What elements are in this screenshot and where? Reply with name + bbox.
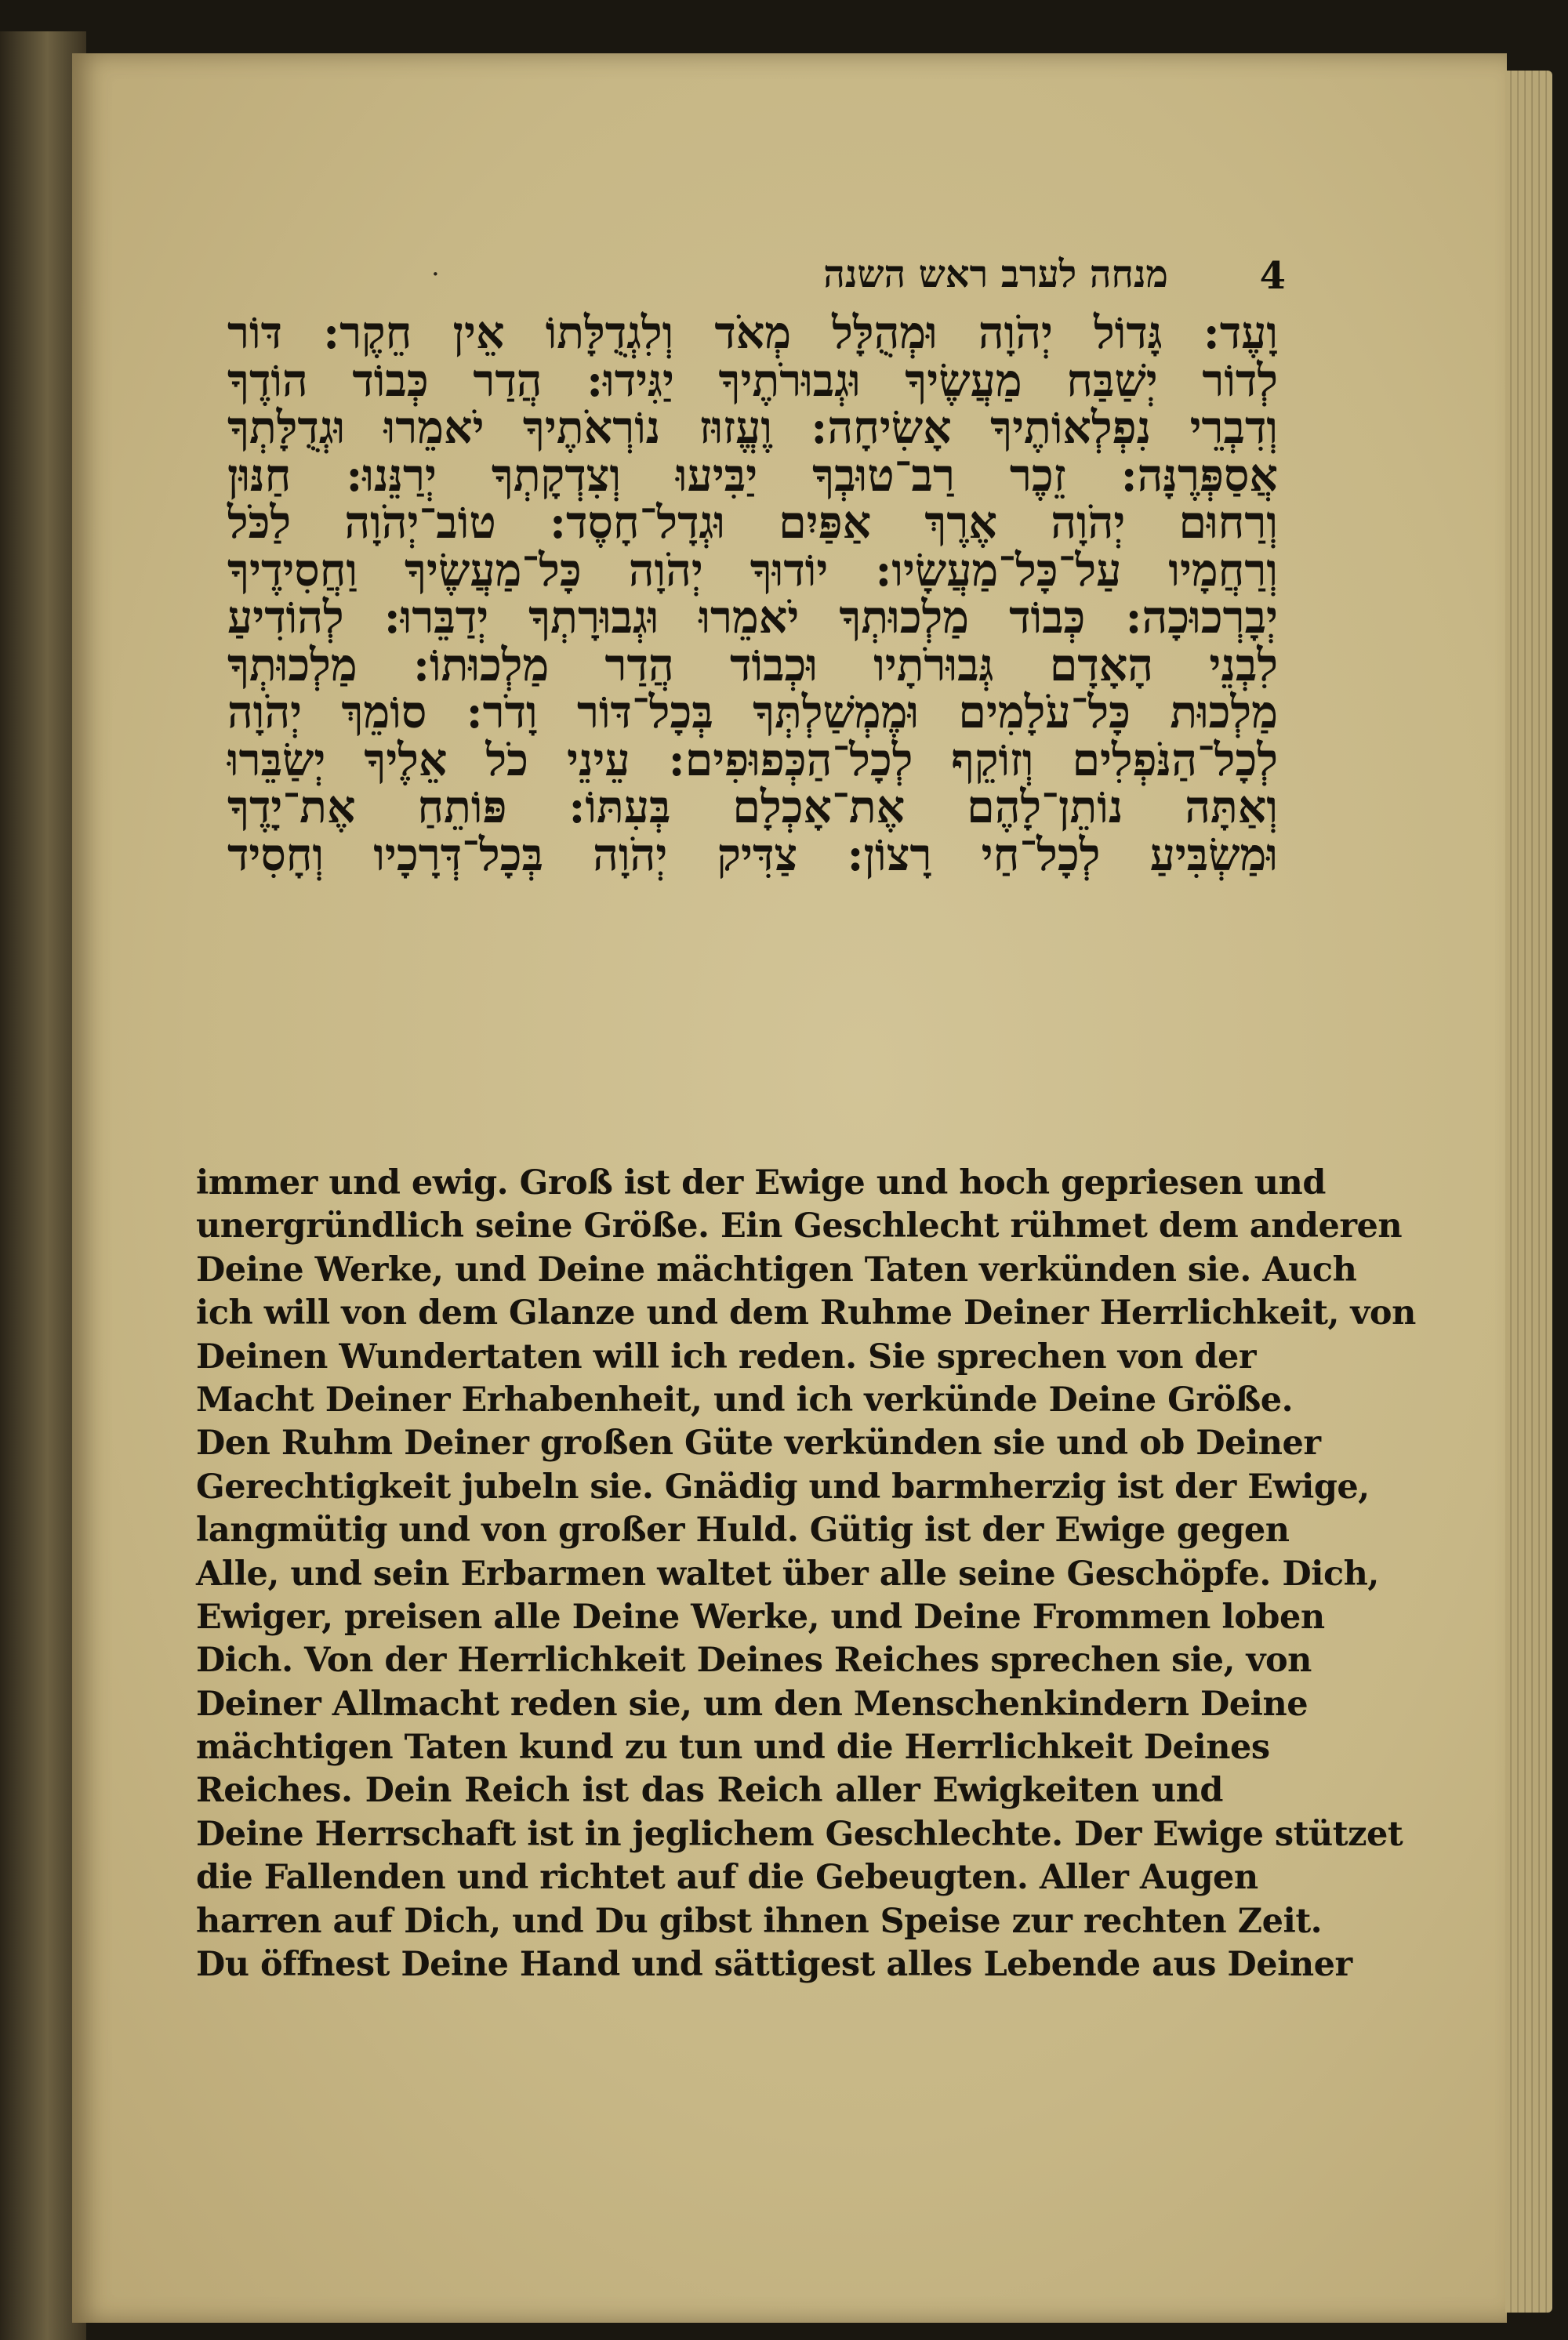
german-line: Dich. Von der Herrlichkeit Deines Reiches sprechen sie, von [196,1641,1312,1681]
hebrew-line: אֲסַפְּרֶנָּה: זֵכֶר רַב־טוּבְךָ יַבִּיעוּ וְצִדְקָתְךָ יְרַנֵּנוּ: חַנּוּן [227,448,1278,502]
running-header [235,252,1286,307]
german-line: Deiner Allmacht reden sie, um den Menschenkindern Deine [196,1684,1308,1724]
hebrew-line: וְרַחוּם יְהֹוָה אֶרֶךְ אַפַּיִם וּגְדָל־חָסֶד: טוֹב־יְהֹוָה לַכֹּל [227,496,1278,549]
german-line: Deine Werke, und Deine mächtigen Taten verkünden sie. Auch [196,1250,1357,1290]
german-line: Reiches. Dein Reich ist das Reich aller Ewigkeiten und [196,1771,1223,1811]
page-number: 4 [1259,254,1286,298]
german-line: Deinen Wundertaten will ich reden. Sie sprechen von der [196,1337,1257,1377]
header-title: מנחה לערב ראש השנה [823,252,1168,296]
german-line: langmütig und von großer Huld. Gütig ist der Ewige gegen [196,1511,1290,1551]
header-dot: · [431,259,440,290]
hebrew-line: וְאַתָּה נוֹתֵן־לָהֶם אֶת־אָכְלָם בְּעִתּוֹ: פּוֹתֵחַ אֶת־יָדֶךָ [227,781,1278,833]
hebrew-line: מַלְכוּת כָּל־עֹלָמִים וּמֶמְשַׁלְתְּךָ בְּכָל־דּוֹר וָדֹר: סוֹמֵךְ יְהֹוָה [227,686,1278,738]
german-line: Alle, und sein Erbarmen waltet über alle seine Geschöpfe. Dich, [196,1554,1379,1594]
hebrew-text-block [227,307,1278,881]
german-line: Deine Herrschaft ist in jeglichem Geschlechte. Der Ewige stützet [196,1814,1403,1854]
german-line: Gerechtigkeit jubeln sie. Gnädig und barmherzig ist der Ewige, [196,1467,1370,1507]
hebrew-line: וּמַשְׂבִּיעַ לְכָל־חַי רָצוֹן: צַדִּיק יְהֹוָה בְּכָל־דְּרָכָיו וְחָסִיד [227,828,1278,881]
german-line: ich will von dem Glanze und dem Ruhme Deiner Herrlichkeit, von [196,1293,1416,1333]
page-stack-edge [1505,71,1552,2313]
hebrew-line: לְכָל־הַנֹּפְלִים וְזוֹקֵף לְכָל־הַכְּפוּפִים: עֵינֵי כֹל אֵלֶיךָ יְשַׂבֵּרוּ [227,733,1278,786]
german-translation-block [196,1162,1416,1986]
german-line: immer und ewig. Groß ist der Ewige und hoch gepriesen und [196,1163,1326,1203]
german-line: die Fallenden und richtet auf die Gebeugten. Aller Augen [196,1858,1258,1898]
hebrew-line: לְדוֹר יְשַׁבַּח מַעֲשֶׂיךָ וּגְבוּרֹתֶיךָ יַגִּידוּ: הֲדַר כְּבוֹד הוֹדֶךָ [227,354,1278,407]
german-line: Macht Deiner Erhabenheit, und ich verkünde Deine Größe. [196,1380,1294,1420]
hebrew-line: וְרַחֲמָיו עַל־כָּל־מַעֲשָׂיו: יוֹדוּךָ יְהֹוָה כָּל־מַעֲשֶׂיךָ וַחֲסִידֶיךָ [227,543,1278,597]
hebrew-line: וְדִבְרֵי נִפְלְאוֹתֶיךָ אָשִׂיחָה: וֶעֱזוּז נוֹרְאֹתֶיךָ יֹאמֵרוּ וּגְדֻלָּתְךָ [227,401,1278,454]
german-line: mächtigen Taten kund zu tun und die Herrlichkeit Deines [196,1728,1270,1768]
hebrew-line: לִבְנֵי הָאָדָם גְּבוּרֹתָיו וּכְבוֹד הֲדַר מַלְכוּתוֹ: מַלְכוּתְךָ [227,638,1278,691]
german-line: unergründlich seine Größe. Ein Geschlecht rühmet dem anderen [196,1206,1403,1246]
german-line: harren auf Dich, und Du gibst ihnen Speise zur rechten Zeit. [196,1901,1323,1941]
hebrew-line: יְבָרְכוּכָה: כְּבוֹד מַלְכוּתְךָ יֹאמֵרוּ וּגְבוּרָתְךָ יְדַבֵּרוּ: לְהוֹדִיעַ [227,591,1278,644]
german-line: Ewiger, preisen alle Deine Werke, und Deine Frommen loben [196,1597,1325,1637]
hebrew-line: וָעֶד: גָּדוֹל יְהֹוָה וּמְהֻלָּל מְאֹד וְלִגְדֻלָּתוֹ אֵין חֵקֶר: דּוֹר [227,307,1278,359]
german-line: Den Ruhm Deiner großen Güte verkünden sie und ob Deiner [196,1424,1321,1464]
german-line: Du öffnest Deine Hand und sättigest alles Lebende aus Deiner [196,1945,1352,1985]
